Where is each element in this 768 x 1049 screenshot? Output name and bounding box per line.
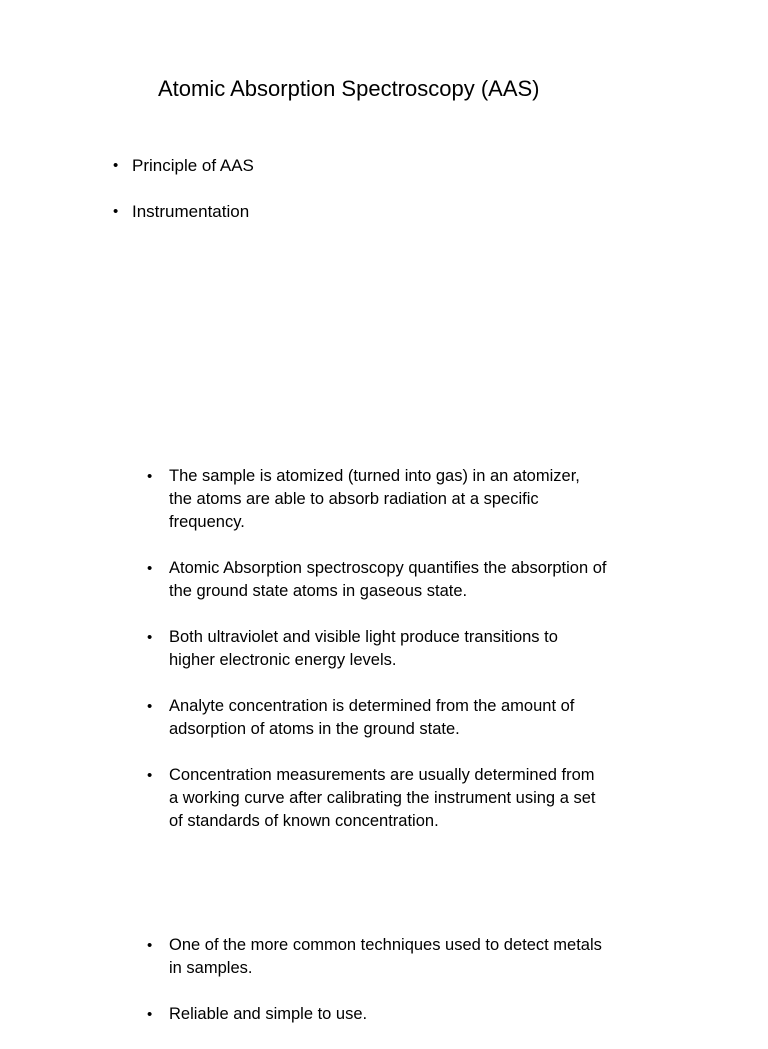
list-item (147, 465, 607, 534)
bullet-icon: • (147, 560, 153, 577)
bullet-icon: • (113, 203, 119, 220)
list-item (147, 934, 607, 980)
principle-text: Both ultraviolet and visible light produce transitions to higher electronic energy levels. (169, 628, 558, 669)
bullet-icon: • (147, 1006, 153, 1023)
bullet-icon: • (147, 937, 153, 954)
list-item (113, 200, 254, 224)
advantage-text: Reliable and simple to use. (169, 1005, 368, 1023)
principle-text: The sample is atomized (turned into gas) in an atomizer, the atoms are able to absorb radiation at a specific frequency. (169, 467, 580, 531)
outline-list (113, 154, 254, 246)
principle-text: Concentration measurements are usually determined from a working curve after calibrating the instrument using a set of standards of known concentration. (169, 766, 596, 830)
advantage-text: One of the more common techniques used to detect metals in samples. (169, 936, 602, 977)
list-item (147, 557, 607, 603)
bullet-icon: • (147, 767, 153, 784)
list-item (113, 154, 254, 178)
list-item (147, 764, 607, 833)
list-item (147, 626, 607, 672)
principle-text: Analyte concentration is determined from the amount of adsorption of atoms in the ground state. (169, 697, 575, 738)
principles-list (147, 465, 607, 856)
list-item (147, 695, 607, 741)
outline-item-text: Principle of AAS (132, 156, 254, 175)
principle-text: Atomic Absorption spectroscopy quantifies the absorption of the ground state atoms in gaseous state. (169, 559, 607, 600)
bullet-icon: • (147, 698, 153, 715)
outline-item-text: Instrumentation (132, 202, 250, 221)
bullet-icon: • (113, 157, 119, 174)
list-item (147, 1003, 607, 1026)
bullet-icon: • (147, 468, 153, 485)
advantages-list (147, 934, 607, 1049)
bullet-icon: • (147, 629, 153, 646)
page-title: Atomic Absorption Spectroscopy (AAS) (158, 76, 540, 101)
